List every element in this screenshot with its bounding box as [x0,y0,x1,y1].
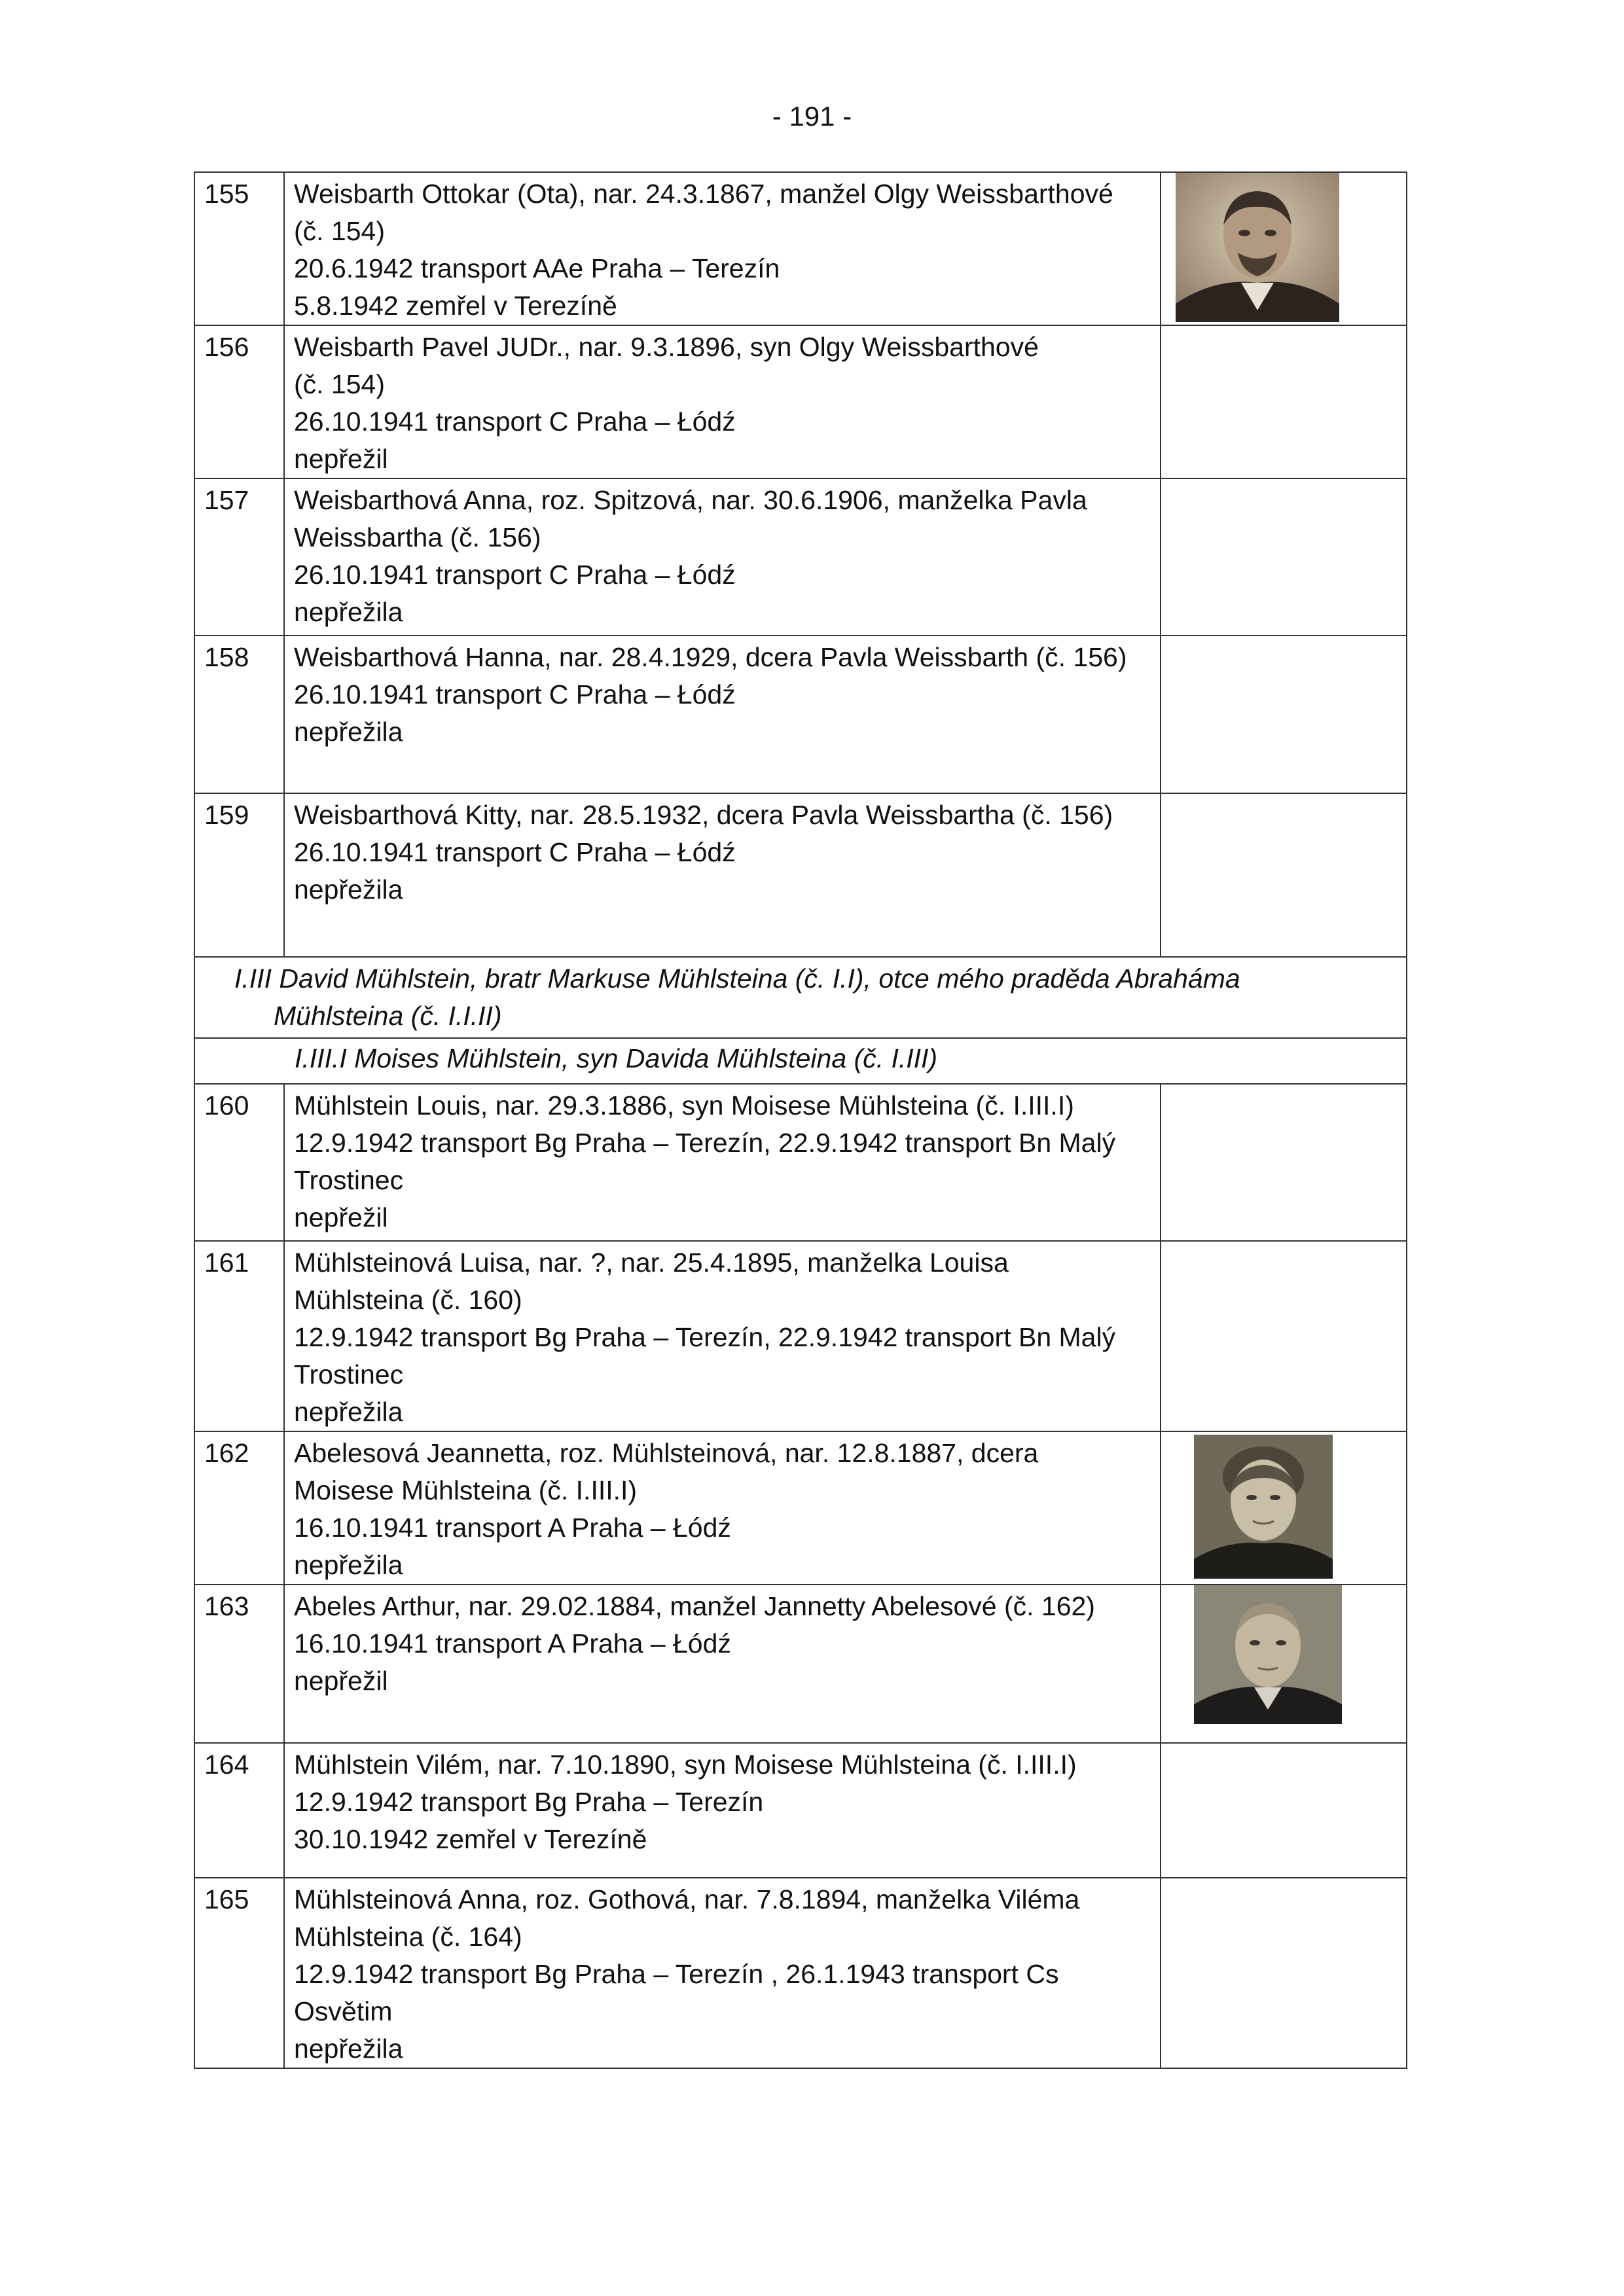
record-line: Trostinec [294,1359,404,1390]
person-number: 162 [194,1431,284,1585]
person-number: 157 [194,478,284,636]
person-row [194,478,1407,636]
record-line: 26.10.1941 transport C Praha – Łódź [294,560,736,590]
person-record [284,172,1161,325]
subsection-heading [194,1038,1407,1084]
photo-cell [1161,478,1407,636]
record-line: nepřežila [294,597,403,627]
person-record [284,1878,1161,2068]
record-line: nepřežila [294,874,403,905]
record-line: Weisbarth Pavel JUDr., nar. 9.3.1896, syn Olgy Weissbarthové [294,332,1039,362]
record-line: Abeles Arthur, nar. 29.02.1884, manžel Jannetty Abelesové (č. 162) [294,1591,1095,1621]
photo-cell [1161,1431,1407,1585]
subsection-heading-row [194,1038,1407,1084]
person-number: 161 [194,1241,284,1431]
record-line: Mühlsteina (č. 164) [294,1922,522,1952]
record-line: 26.10.1941 transport C Praha – Łódź [294,679,736,709]
record-line: Osvětim [294,1996,393,2026]
photo-cell [1161,636,1407,793]
photo-cell [1161,1585,1407,1743]
person-record [284,325,1161,478]
record-line: 26.10.1941 transport C Praha – Łódź [294,837,736,867]
heading-line: Mühlsteina (č. I.I.II) [274,1001,502,1031]
record-line: 30.10.1942 zemřel v Terezíně [294,1824,647,1854]
photo-cell [1161,1084,1407,1241]
person-row [194,793,1407,957]
person-number: 158 [194,636,284,793]
record-line: Mühlstein Vilém, nar. 7.10.1890, syn Moisese Mühlsteina (č. I.III.I) [294,1749,1077,1780]
record-line: nepřežila [294,2034,403,2064]
record-line: Weisbarthová Kitty, nar. 28.5.1932, dcera Pavla Weissbartha (č. 156) [294,800,1113,830]
person-number: 159 [194,793,284,957]
photo-cell [1161,1878,1407,2068]
person-row [194,636,1407,793]
portrait-photo [1194,1585,1342,1724]
record-line: 12.9.1942 transport Bg Praha – Terezín [294,1787,764,1817]
person-record [284,1585,1161,1743]
person-number: 160 [194,1084,284,1241]
portrait-photo [1176,173,1339,322]
genealogy-table [194,171,1407,2069]
person-record [284,478,1161,636]
record-line: (č. 154) [294,369,385,399]
person-number: 164 [194,1743,284,1878]
photo-cell [1161,793,1407,957]
page-number: - 191 - [772,101,852,132]
record-line: Moisese Mühlsteina (č. I.III.I) [294,1475,638,1505]
photo-cell [1161,325,1407,478]
record-line: (č. 154) [294,216,385,246]
record-line: nepřežil [294,1202,388,1232]
record-line: Mühlsteinová Anna, roz. Gothová, nar. 7.8.1894, manželka Viléma [294,1884,1080,1914]
person-record [284,1743,1161,1878]
record-line: 16.10.1941 transport A Praha – Łódź [294,1513,731,1543]
record-line: 12.9.1942 transport Bg Praha – Terezín , 26.1.1943 transport Cs [294,1959,1059,1989]
person-row [194,172,1407,325]
record-line: Mühlsteinová Luisa, nar. ?, nar. 25.4.1895, manželka Louisa [294,1247,1009,1278]
heading-line: I.III.I Moises Mühlstein, syn Davida Mühlsteina (č. I.III) [295,1043,938,1073]
record-line: 12.9.1942 transport Bg Praha – Terezín, 22.9.1942 transport Bn Malý [294,1322,1116,1352]
person-number: 165 [194,1878,284,2068]
photo-cell [1161,1743,1407,1878]
genealogy-table-body [194,172,1407,2068]
record-line: 12.9.1942 transport Bg Praha – Terezín, 22.9.1942 transport Bn Malý [294,1128,1116,1158]
record-line: Weisbarthová Anna, roz. Spitzová, nar. 30.6.1906, manželka Pavla [294,485,1087,515]
person-row [194,1743,1407,1878]
record-line: Abelesová Jeannetta, roz. Mühlsteinová, nar. 12.8.1887, dcera [294,1438,1039,1468]
person-record [284,636,1161,793]
photo-cell [1161,172,1407,325]
record-line: 20.6.1942 transport AAe Praha – Terezín [294,253,780,283]
section-heading-row [194,957,1407,1038]
record-line: nepřežila [294,1550,403,1580]
person-record [284,793,1161,957]
portrait-photo [1194,1435,1333,1579]
record-line: nepřežil [294,1666,388,1696]
record-line: Weisbarthová Hanna, nar. 28.4.1929, dcera Pavla Weissbarth (č. 156) [294,642,1127,672]
person-row [194,1878,1407,2068]
person-row [194,1084,1407,1241]
record-line: 26.10.1941 transport C Praha – Łódź [294,406,736,437]
person-number: 156 [194,325,284,478]
person-number: 155 [194,172,284,325]
heading-line: I.III David Mühlstein, bratr Markuse Mühlsteina (č. I.I), otce mého praděda Abraháma [234,963,1240,994]
person-record [284,1084,1161,1241]
record-line: nepřežil [294,444,388,474]
record-line: Trostinec [294,1165,404,1195]
record-line: 5.8.1942 zemřel v Terezíně [294,291,617,321]
record-line: Mühlsteina (č. 160) [294,1285,522,1315]
record-line: 16.10.1941 transport A Praha – Łódź [294,1628,731,1659]
photo-cell [1161,1241,1407,1431]
person-number: 163 [194,1585,284,1743]
person-row [194,1431,1407,1585]
section-heading [194,957,1407,1038]
record-line: Weisbarth Ottokar (Ota), nar. 24.3.1867, manžel Olgy Weissbarthové [294,179,1113,209]
person-record [284,1431,1161,1585]
record-line: nepřežila [294,717,403,747]
record-line: nepřežila [294,1397,403,1427]
record-line: Weissbartha (č. 156) [294,522,541,552]
person-row [194,1585,1407,1743]
person-row [194,1241,1407,1431]
record-line: Mühlstein Louis, nar. 29.3.1886, syn Moisese Mühlsteina (č. I.III.I) [294,1090,1074,1121]
person-row [194,325,1407,478]
person-record [284,1241,1161,1431]
